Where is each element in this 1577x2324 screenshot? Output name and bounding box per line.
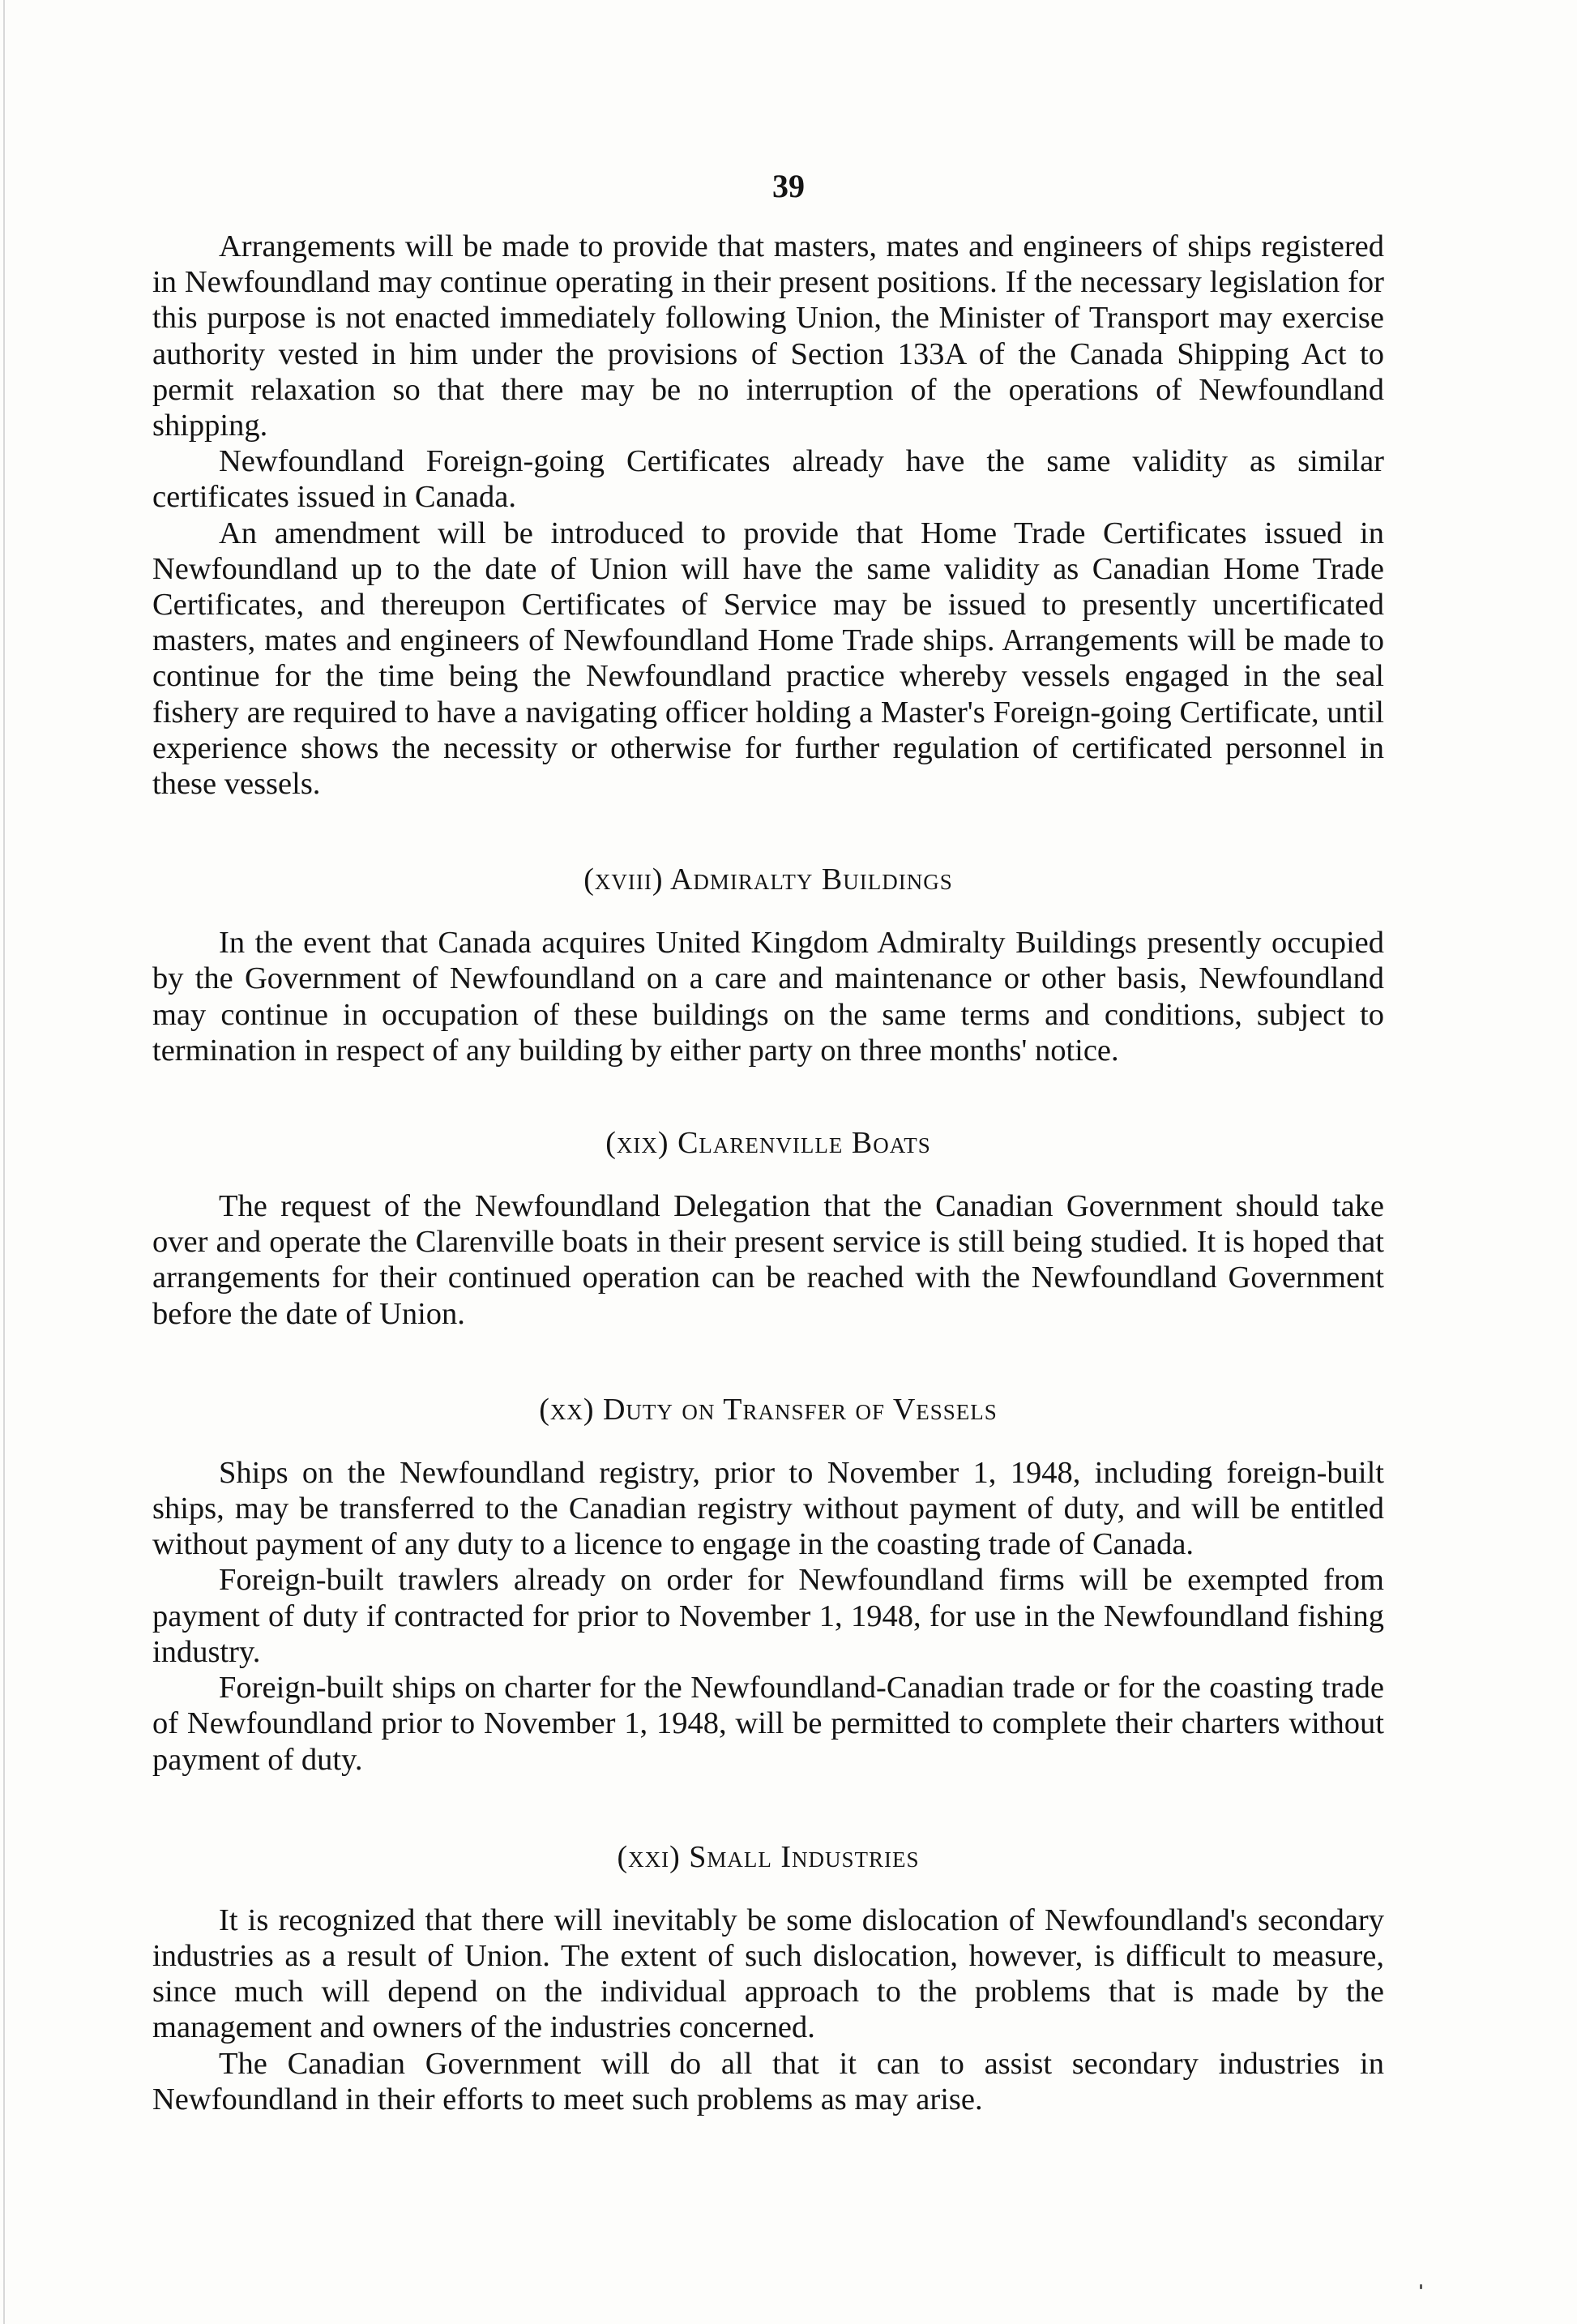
paragraph-small-industries-1: It is recognized that there will inevitably be some dislocation of Newfoundland's secondary industries as a result of Union. The extent of such dislocation, however, is difficult to measure, since much will depend on the individual approach to the problems that is made by the management and owners of the industries concerned. xyxy=(152,1902,1384,2045)
section-heading-duty-on-transfer: (xx) Duty on Transfer of Vessels xyxy=(539,1392,998,1427)
section-heading-admiralty-buildings: (xviii) Admiralty Buildings xyxy=(583,862,953,897)
page-number: 39 xyxy=(772,168,805,204)
paragraph-duty-1: Ships on the Newfoundland registry, prior to November 1, 1948, including foreign-built ships, may be transferred to the Canadian registry without payment of duty, and will be entitled without payment of any duty to a licence to engage in the coasting trade of Canada. xyxy=(152,1455,1384,1562)
paragraph-intro-1: Arrangements will be made to provide that masters, mates and engineers of ships registered in Newfoundland may continue operating in their present positions. If the necessary legislation for this purpose is not enacted immediately following Union, the Minister of Transport may exercise authority vested in him under the provisions of Section 133A of the Canada Shipping Act to permit relaxation so that there may be no interruption of the operations of Newfoundland shipping. xyxy=(152,229,1384,443)
paragraph-admiralty-buildings: In the event that Canada acquires United Kingdom Admiralty Buildings presently occupied by the Government of Newfoundland on a care and maintenance or other basis, Newfoundland may continue in occupation of these buildings on the same terms and conditions, subject to termination in respect of any building by either party on three months' notice. xyxy=(152,926,1384,1068)
paragraph-duty-2: Foreign-built trawlers already on order for Newfoundland firms will be exempted from payment of duty if contracted for prior to November 1, 1948, for use in the Newfoundland fishing industry. xyxy=(152,1563,1384,1669)
section-heading-clarenville-boats: (xix) Clarenville Boats xyxy=(605,1126,931,1161)
paragraph-intro-3: An amendment will be introduced to provide that Home Trade Certificates issued in Newfoundland up to the date of Union will have the same validity as Canadian Home Trade Certificates, and thereupon Certificates of Service may be issued to presently uncertificated masters, mates and engineers of Newfoundland Home Trade ships. Arrangements will be made to continue for the time being the Newfoundland practice whereby vessels engaged in the seal fishery are required to have a navigating officer holding a Master's Foreign-going Certificate, until experience shows the necessity or otherwise for further regulation of certificated personnel in these vessels. xyxy=(152,516,1384,802)
paragraph-clarenville-boats: The request of the Newfoundland Delegation that the Canadian Government should take over and operate the Clarenville boats in their present service is still being studied. It is hoped that arrangements for their continued operation can be reached with the Newfoundland Government before the date of Union. xyxy=(152,1189,1384,1331)
document-body xyxy=(152,229,1384,2117)
scan-edge-line xyxy=(3,0,5,2324)
section-heading-small-industries: (xxi) Small Industries xyxy=(617,1839,920,1874)
paragraph-duty-3: Foreign-built ships on charter for the Newfoundland-Canadian trade or for the coasting trade of Newfoundland prior to November 1, 1948, will be permitted to complete their charters without payment of duty. xyxy=(152,1671,1384,1777)
scan-speck xyxy=(1420,2284,1422,2289)
paragraph-small-industries-2: The Canadian Government will do all that it can to assist secondary industries in Newfoundland in their efforts to meet such problems as may arise. xyxy=(152,2046,1384,2116)
paragraph-intro-2: Newfoundland Foreign-going Certificates already have the same validity as similar certificates issued in Canada. xyxy=(152,444,1384,515)
